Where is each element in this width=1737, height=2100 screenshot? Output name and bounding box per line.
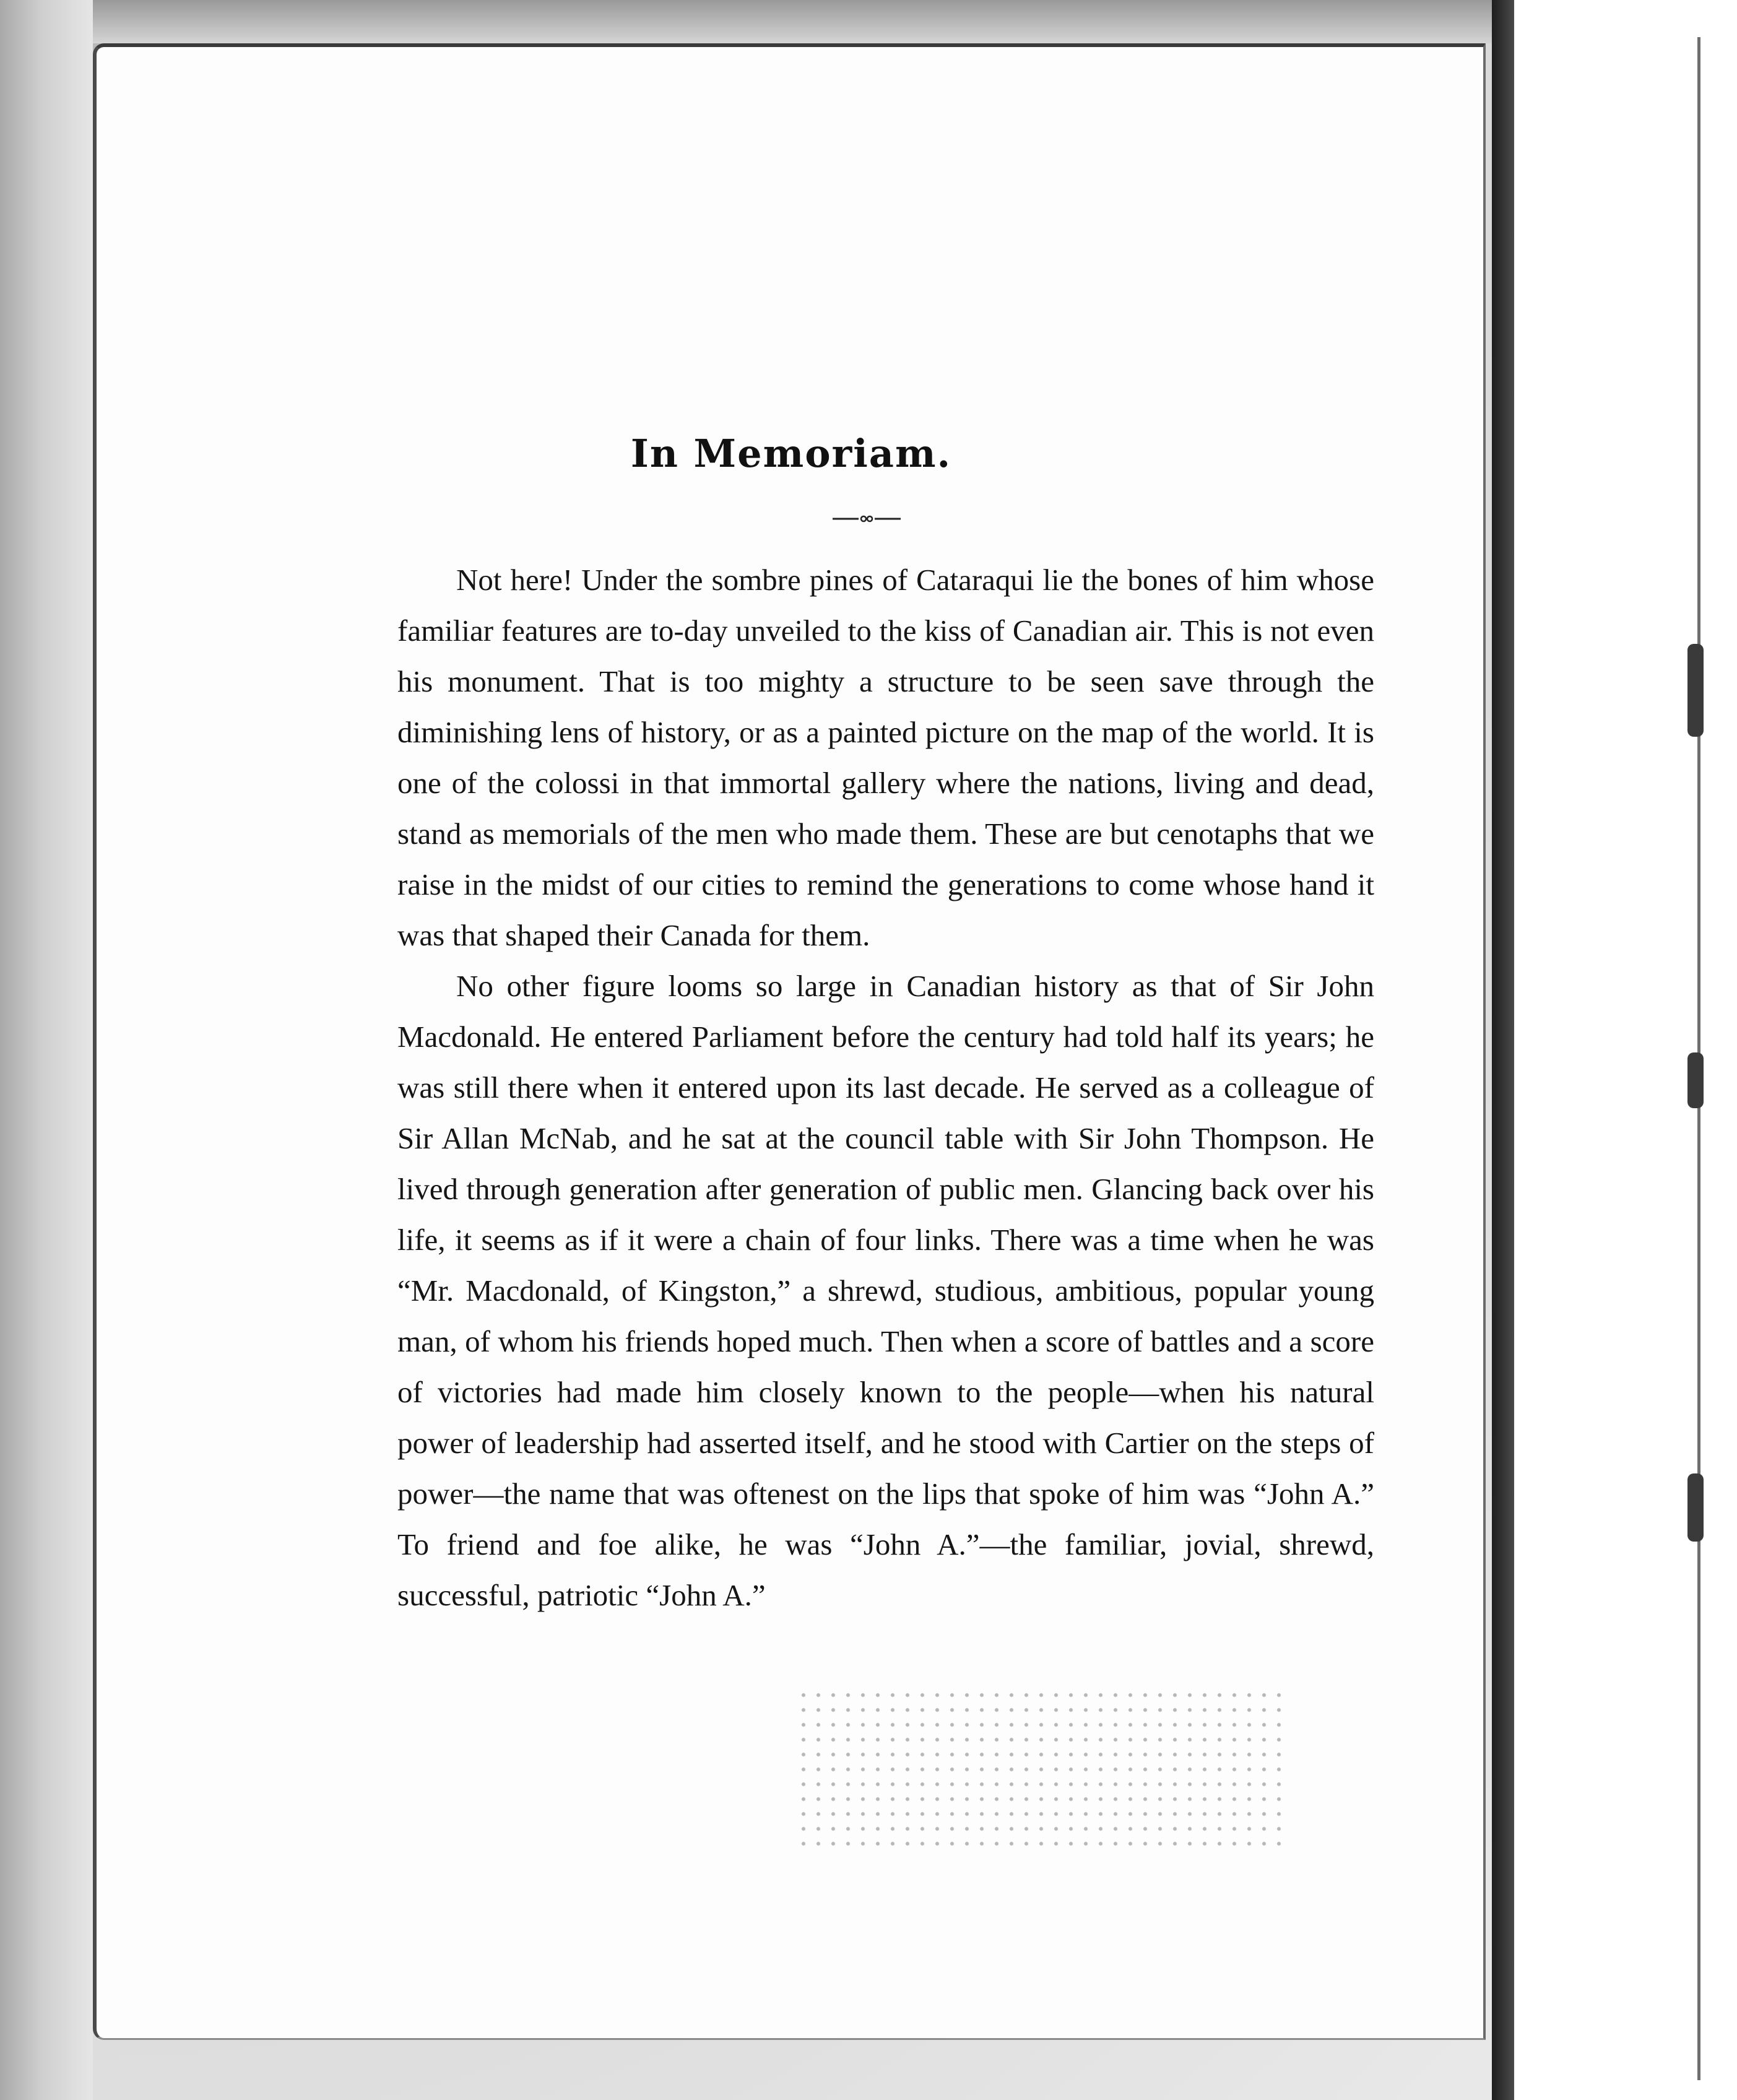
paragraph: No other figure looms so large in Canadian history as that of Sir John Macdonald. He entered Parliament before the century had told half its years; he was still there when it entered upon its last decade. He served as a colleague of Sir Allan McNab, and he sat at the council table with Sir John Thompson. He lived through generation after generation of public men. Glancing back over his life, it seems as if it were a chain of four links. There was a time when he was “Mr. Macdonald, of Kingston,” a shrewd, studious, ambitious, popular young man, of whom his friends hoped much. Then when a score of battles and a score of victories had made him closely known to the people—when his natural power of leadership had asserted itself, and he stood with Cartier on the steps of power—the name that was oftenest on the lips that spoke of him was “John A.” To friend and foe alike, he was “John A.”—the familiar, jovial, shrewd, successful, patriotic “John A.” <box>397 969 1374 1612</box>
binding-mark <box>1687 1052 1704 1108</box>
title-ornament-icon <box>833 513 901 525</box>
scan-top-margin <box>0 0 1498 43</box>
body-text <box>397 555 1374 1621</box>
page-edge-shadow <box>1492 0 1514 2100</box>
binding-mark <box>1687 644 1704 737</box>
scan-right-margin <box>1496 0 1737 2100</box>
scan-left-margin <box>0 0 93 2100</box>
document-page <box>93 43 1486 2040</box>
perforation-stamp <box>796 1688 1285 1855</box>
paragraph: Not here! Under the sombre pines of Cataraqui lie the bones of him whose familiar features are to-day unveiled to the kiss of Canadian air. This is not even his monument. That is too mighty a structure to be seen save through the diminishing lens of history, or as a painted picture on the map of the world. It is one of the colossi in that immortal gallery where the nations, living and dead, stand as memorials of the men who made them. These are but cenotaphs that we raise in the midst of our cities to remind the generations to come whose hand it was that shaped their Canada for them. <box>397 563 1374 952</box>
binding-mark <box>1687 1473 1704 1542</box>
page-title: In Memoriam. <box>630 431 952 476</box>
